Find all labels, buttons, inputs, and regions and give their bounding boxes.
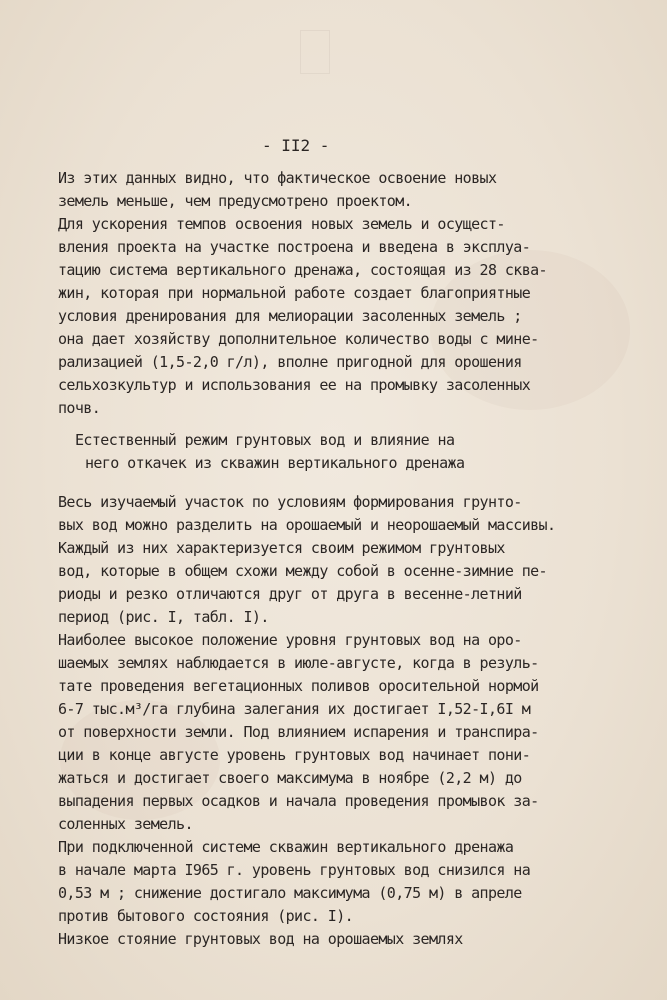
text-line: При подключенной системе скважин вертикального дренажа <box>58 838 514 856</box>
text-line: вых вод можно разделить на орошаемый и неорошаемый массивы. <box>58 516 556 534</box>
text-line: вления проекта на участке построена и введена в эксплуа- <box>58 238 531 256</box>
text-line: сельхозкультур и использования ее на промывку засоленных <box>58 376 531 394</box>
text-line: в начале марта I965 г. уровень грунтовых вод снизился на <box>58 861 531 879</box>
text-line: 6-7 тыс.м³/га глубина залегания их достигает I,52-I,6I м <box>58 700 531 718</box>
text-line: от поверхности земли. Под влиянием испарения и транспира- <box>58 723 539 741</box>
heading-line: него откачек из скважин вертикального дренажа <box>85 454 465 472</box>
bleed-through-mark <box>300 30 330 74</box>
text-line: жаться и достигает своего максимума в ноябре (2,2 м) до <box>58 769 522 787</box>
text-line: выпадения первых осадков и начала проведения промывок за- <box>58 792 539 810</box>
text-line: Каждый из них характеризуется своим режимом грунтовых <box>58 539 505 557</box>
text-line: вод, которые в общем схожи между собой в осенне-зимние пе- <box>58 562 547 580</box>
text-line: Весь изучаемый участок по условиям формирования грунто- <box>58 493 522 511</box>
text-line: тате проведения вегетационных поливов оросительной нормой <box>58 677 539 695</box>
text-line: риоды и резко отличаются друг от друга в весенне-летний <box>58 585 522 603</box>
text-line: против бытового состояния (рис. I). <box>58 907 354 925</box>
heading-line: Естественный режим грунтовых вод и влияние на <box>75 431 455 449</box>
text-line: Низкое стояние грунтовых вод на орошаемых землях <box>58 930 463 948</box>
text-line: Из этих данных видно, что фактическое освоение новых <box>58 169 497 187</box>
text-line: рализацией (1,5-2,0 г/л), вполне пригодной для орошения <box>58 353 522 371</box>
page-number: - II2 - <box>262 136 330 155</box>
text-line: 0,53 м ; снижение достигало максимума (0,75 м) в апреле <box>58 884 522 902</box>
text-line: почв. <box>58 399 101 417</box>
text-line: шаемых землях наблюдается в июле-августе, когда в резуль- <box>58 654 539 672</box>
text-line: соленных земель. <box>58 815 193 833</box>
text-line: тацию система вертикального дренажа, состоящая из 28 сква- <box>58 261 547 279</box>
text-line: земель меньше, чем предусмотрено проектом. <box>58 192 413 210</box>
text-line: ции в конце августе уровень грунтовых вод начинает пони- <box>58 746 531 764</box>
text-line: условия дренирования для мелиорации засоленных земель ; <box>58 307 522 325</box>
text-line: она дает хозяйству дополнительное количество воды с мине- <box>58 330 539 348</box>
text-line: жин, которая при нормальной работе создает благоприятные <box>58 284 531 302</box>
text-line: Наиболее высокое положение уровня грунтовых вод на оро- <box>58 631 522 649</box>
text-line: Для ускорения темпов освоения новых земель и осущест- <box>58 215 505 233</box>
text-line: период (рис. I, табл. I). <box>58 608 269 626</box>
